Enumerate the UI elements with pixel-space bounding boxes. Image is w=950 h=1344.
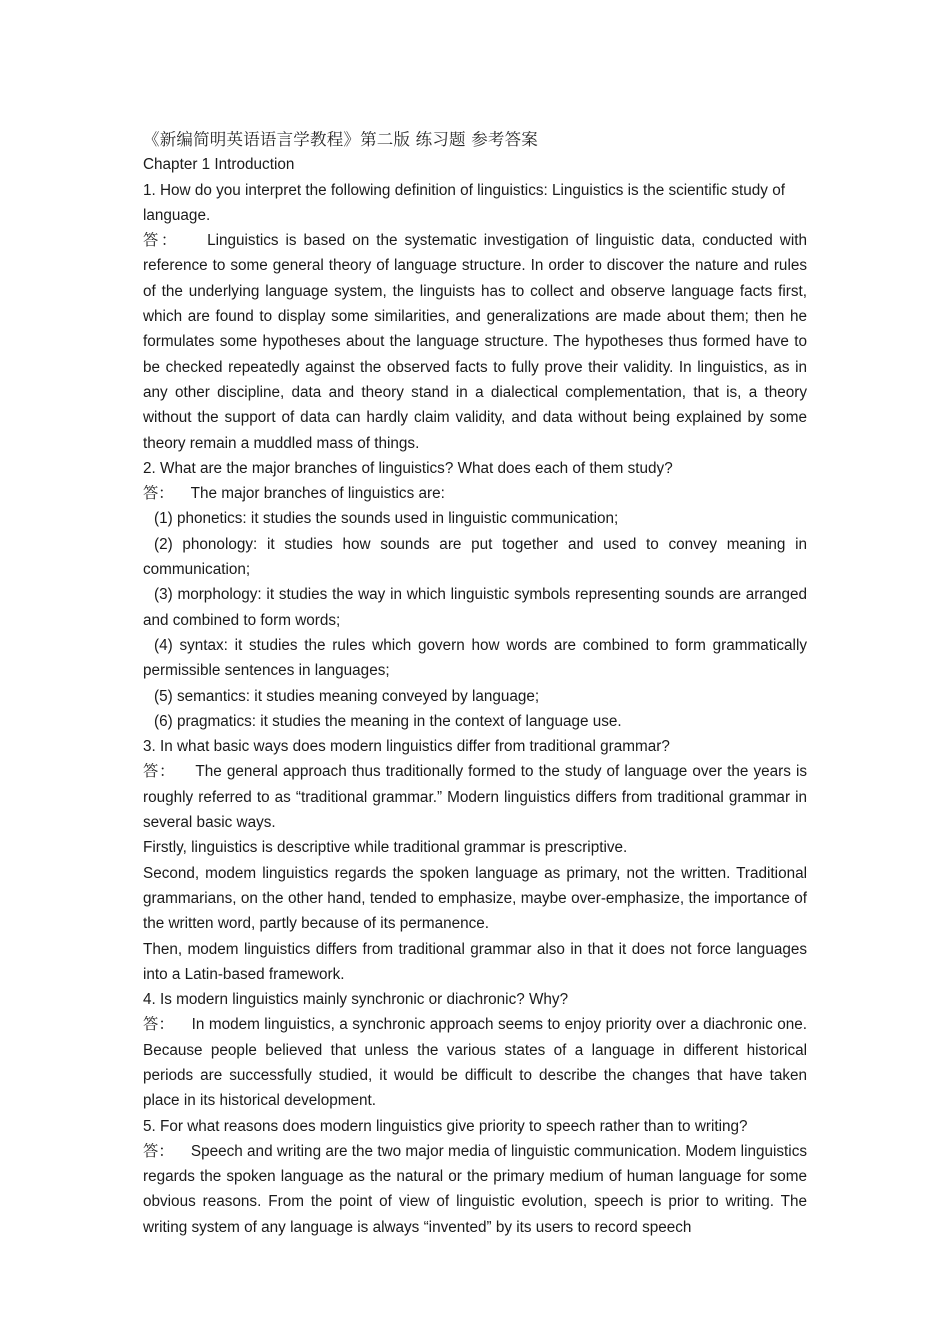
branch-item-3-text: (3) morphology: it studies the way in which linguistic symbols representing sounds are arranged and combined to form words; (143, 586, 807, 629)
answer-label-gap (175, 763, 195, 780)
answer-4 (143, 1012, 807, 1113)
answer-3-text: The general approach thus traditionally formed to the study of language over the years is roughly referred to as “traditional grammar.” Modern linguistics differs from traditional grammar in several basic ways. (143, 763, 807, 832)
branch-item-5 (143, 684, 807, 709)
question-3 (143, 734, 807, 759)
answer-label: 答： (143, 231, 180, 250)
answer-label-gap (174, 485, 191, 502)
branch-item-3 (143, 582, 807, 633)
branch-item-6 (143, 709, 807, 734)
answer-3-point-2-text: Second, modem linguistics regards the spoken language as primary, not the written. Traditional grammarians, on the other hand, tended to emphasize, maybe over-emphasize, the importance of the written word, partly because of its permanence. (143, 864, 807, 933)
branch-item-2-text: (2) phonology: it studies how sounds are put together and used to convey meaning in communication; (143, 535, 807, 579)
answer-label: 答： (143, 1141, 174, 1160)
answer-2-intro-text: The major branches of linguistics are: (190, 485, 445, 503)
question-2 (143, 456, 807, 481)
question-1-text: 1. How do you interpret the following definition of linguistics: Linguistics is the scientific study of language. (143, 181, 785, 224)
answer-1-text: Linguistics is based on the systematic investigation of linguistic data, conducted with reference to some general theory of language structure. In order to discover the nature and rules of the underlying language system, the linguists has to collect and observe language facts first, which are found to display some similarities, and generalizations are made about them; then he formulates some hypotheses about the language structure. The hypotheses thus formed have to be checked repeatedly against the observed facts to fully prove their validity. In linguistics, as in any other discipline, data and theory stand in a dialectical complementation, that is, a theory without the support of data can hardly claim validity, and data without being explained by some theory remain a muddled mass of things. (143, 232, 808, 452)
answer-3-point-3-text: Then, modem linguistics differs from traditional grammar also in that it does not force languages into a Latin-based framework. (143, 940, 807, 983)
document-title: 《新编简明英语语言学教程》第二版 练习题 参考答案 (143, 130, 538, 149)
answer-5 (143, 1139, 807, 1240)
branch-item-1 (143, 506, 807, 531)
answer-5-text: Speech and writing are the two major media of linguistic communication. Modem linguistics regards the spoken language as the natural or the primary medium of human language for some obvious reasons. From the point of view of linguistic evolution, speech is prior to writing. The writing system of any language is always “invented” by its users to record speech (143, 1142, 807, 1236)
answer-label: 答： (143, 484, 174, 503)
answer-1 (143, 228, 807, 456)
answer-label-gap (174, 1143, 191, 1160)
document-body (143, 127, 807, 1240)
branch-item-4-text: (4) syntax: it studies the rules which govern how words are combined to form grammatically permissible sentences in languages; (143, 636, 807, 680)
answer-3-point-1 (143, 835, 807, 860)
chapter-heading: Chapter 1 Introduction (143, 156, 295, 174)
qa-block-list (143, 178, 807, 1240)
branch-item-1-text: (1) phonetics: it studies the sounds used in linguistic communication; (154, 510, 619, 528)
branch-item-6-text: (6) pragmatics: it studies the meaning in the context of language use. (154, 712, 622, 730)
answer-label-gap (174, 1016, 192, 1033)
answer-label-gap (179, 232, 207, 249)
branch-item-5-text: (5) semantics: it studies meaning conveyed by language; (154, 687, 540, 705)
question-1 (143, 178, 807, 229)
answer-label: 答： (143, 1015, 174, 1034)
answer-3-point-1-text: Firstly, linguistics is descriptive while traditional grammar is prescriptive. (143, 839, 628, 857)
answer-2-intro (143, 481, 807, 506)
answer-3-point-2 (143, 861, 807, 937)
question-4 (143, 987, 807, 1012)
answer-3-point-3 (143, 937, 807, 988)
answer-3 (143, 759, 807, 835)
branch-item-4 (143, 633, 807, 684)
question-5-text: 5. For what reasons does modern linguistics give priority to speech rather than to writing? (143, 1117, 748, 1135)
answer-4-text: In modem linguistics, a synchronic approach seems to enjoy priority over a diachronic one. Because people believed that unless the various states of a language in different historical periods are successfully studied, it would be difficult to describe the changes that have taken place in its historical development. (143, 1016, 807, 1110)
question-3-text: 3. In what basic ways does modern linguistics differ from traditional grammar? (143, 738, 670, 756)
branch-item-2 (143, 532, 807, 583)
answer-label: 答： (143, 762, 176, 781)
question-5 (143, 1114, 807, 1139)
question-2-text: 2. What are the major branches of linguistics? What does each of them study? (143, 459, 673, 477)
question-4-text: 4. Is modern linguistics mainly synchronic or diachronic? Why? (143, 991, 569, 1009)
